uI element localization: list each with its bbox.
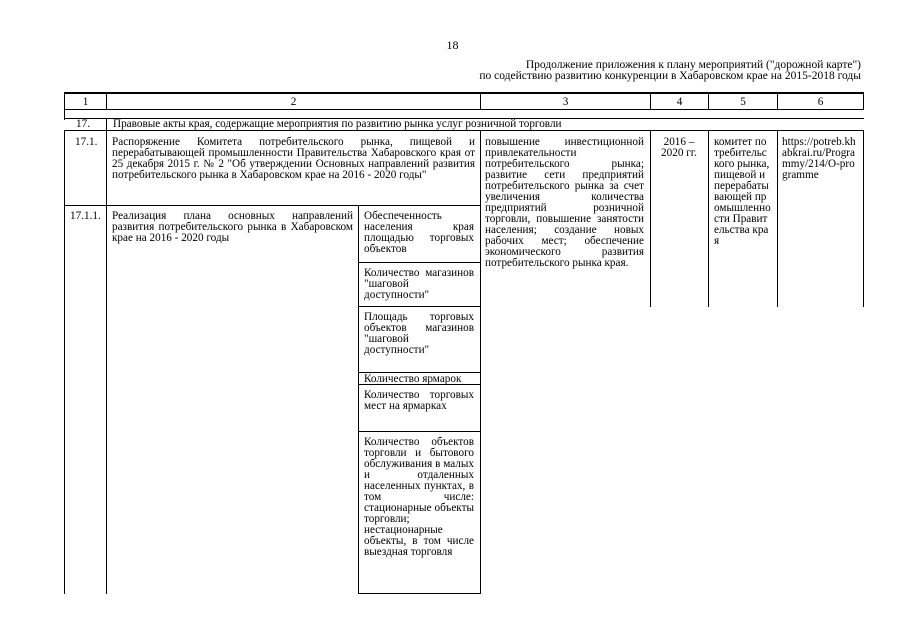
row-text-17-1: Распоряжение Комитета потребительского рынка, пищевой и перерабатывающей промышленности Правительства Хабаровского края от 25 декабря 2015 г. № 2 "Об утверждении Основных направлений развития потребительского рынка в Хабаровском крае на 2016 - 2020 годы" (112, 136, 475, 181)
rule (64, 205, 480, 206)
rule (358, 306, 480, 307)
rule (863, 130, 864, 307)
row-text-17-1-1: Реализация плана основных направлений развития потребительского рынка в Хабаровском крае на 2016 - 2020 годы (112, 210, 353, 244)
row-number-17-1-1: 17.1.1. (70, 210, 101, 222)
indicator-item: Площадь торговых объектов магазинов "шаговой доступности" (364, 311, 474, 356)
section-number: 17. (76, 118, 90, 130)
indicator-item: Количество объектов торговли и бытового обслуживания в малых и отдаленных населенных пунктах, в том числе: стационарные объекты торговли; нестационарные объекты, в том числе выездная торговля (364, 436, 474, 558)
col-header-6: 6 (817, 96, 824, 108)
source-link[interactable]: https://potreb.khabkrai.ru/Programmy/214/O-programme (782, 136, 856, 181)
rule (64, 130, 65, 594)
rule (358, 593, 480, 594)
executor: комитет потребительского рынка, пищевой и перерабатывающей промышленности Правительства края (714, 136, 771, 247)
indicator-item: Количество торговых мест на ярмарках (364, 389, 474, 412)
rule (358, 431, 480, 432)
rule (650, 130, 651, 307)
document-header (479, 60, 861, 82)
rule (64, 130, 864, 131)
rule (64, 92, 864, 94)
indicator-item: Количество магазинов "шаговой доступности" (364, 267, 474, 301)
col-header-1: 1 (82, 96, 89, 108)
rule (106, 118, 107, 594)
expected-result: повышение инвестиционной привлекательности потребительского рынка; развитие сети предприятий потребительского рынка за счет увеличения количества предприятий розничной торговли, повышение занятости населения; создание новых рабочих мест; обеспечение экономического развития потребительского рынка края. (485, 136, 644, 269)
row-number-17-1: 17.1. (75, 136, 98, 148)
term: 2016 – 2020 гг. (661, 136, 697, 159)
col-header-2: 2 (290, 96, 297, 108)
section-title: Правовые акты края, содержащие мероприятия по развитию рынка услуг розничной торговли (113, 118, 562, 130)
indicator-item: Обеспеченность населения края площадью торговых объектов (364, 210, 474, 255)
rule (863, 92, 864, 110)
col-header-5: 5 (740, 96, 746, 108)
page-number: 18 (446, 38, 459, 52)
rule (358, 262, 480, 263)
header-line-2: по содействию развитию конкуренции в Хабаровском крае на 2015-2018 годы (479, 70, 861, 82)
rule (708, 130, 709, 307)
rule (358, 205, 359, 594)
rule (64, 109, 864, 110)
header-line-1: Продолжение приложения к плану мероприятий ("дорожной карте") (525, 59, 861, 71)
rule (777, 130, 778, 307)
indicator-item: Количество ярмарок (364, 373, 462, 385)
col-header-4: 4 (676, 96, 683, 108)
rule (480, 130, 481, 594)
col-header-3: 3 (562, 96, 569, 108)
